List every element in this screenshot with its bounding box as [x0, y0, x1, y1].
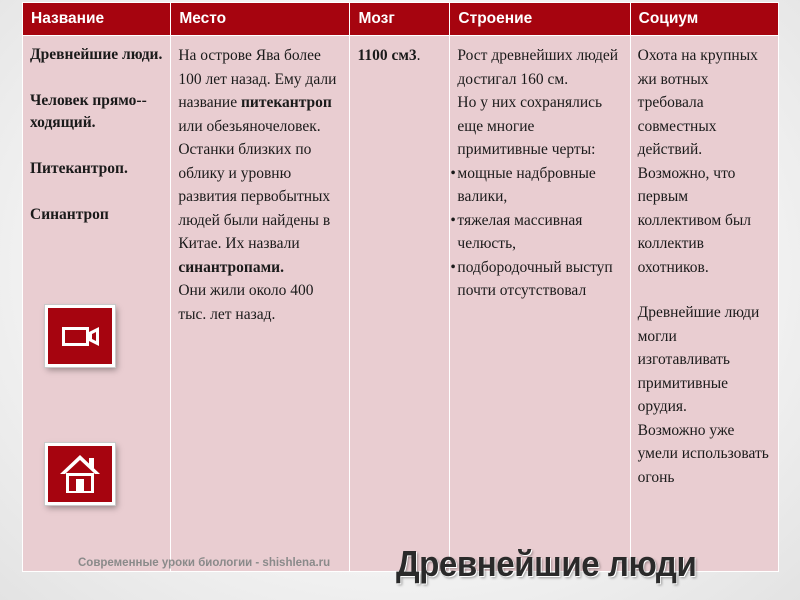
society-text-4: Возможно уже умели использовать огонь — [637, 421, 769, 486]
list-item: • подбородочный выступ почти отсутствовал — [457, 256, 622, 303]
brain-volume: 1100 см3 — [357, 47, 417, 64]
video-camera-icon — [48, 308, 112, 364]
brain-suffix: . — [416, 47, 421, 64]
comparison-table — [22, 2, 779, 572]
header-society: Социум — [630, 3, 778, 36]
footer-source: Современные уроки биологии - shishlena.ru — [78, 557, 331, 569]
structure-intro-2: Но у них сохранялись еще многие примитивные черты: — [457, 94, 603, 158]
table-row — [23, 36, 779, 572]
home-icon — [48, 446, 112, 502]
cell-structure — [450, 36, 630, 572]
place-text-2: Останки близких по облику и уровню развития первобытных людей были найдены в Китае. Их назвали — [178, 141, 331, 252]
home-button[interactable] — [45, 443, 115, 505]
header-name: Название — [23, 3, 171, 36]
name-pithecanthropus: Питекантроп. — [30, 160, 128, 177]
structure-intro: Рост древнейших людей достигал 160 см. — [457, 47, 619, 88]
table-header-row — [23, 3, 779, 36]
cell-brain — [350, 36, 450, 572]
header-place: Место — [171, 3, 350, 36]
name-sinanthropus: Синантроп — [30, 206, 109, 223]
name-homo-erectus: Человек прямо--ходящий. — [30, 92, 147, 131]
society-text-2: Возможно, что первым коллективом был коллектив охотников. — [637, 164, 752, 276]
header-structure: Строение — [450, 3, 630, 36]
slide-title: Древнейшие люди — [396, 543, 697, 584]
place-text-1-end: или обезьяночеловек. — [178, 117, 321, 135]
cell-society — [630, 36, 778, 572]
list-item: • мощные надбровные валики, — [457, 162, 622, 209]
place-text-1: На острове Ява более 100 лет назад. Ему дали название — [178, 47, 337, 111]
place-text-3: Они жили около 400 тыс. лет назад. — [178, 282, 314, 323]
place-bold-2: синантропами. — [178, 258, 284, 276]
cell-place — [171, 36, 350, 572]
society-text-3: Древнейшие люди могли изготавливать примитивные орудия. — [637, 304, 760, 415]
video-button[interactable] — [45, 305, 115, 367]
list-item: • тяжелая массивная челюсть, — [457, 209, 622, 256]
place-bold-1: питекантроп — [240, 94, 332, 111]
header-brain: Мозг — [350, 3, 450, 36]
society-gap — [638, 279, 771, 301]
society-text-1: Охота на крупных жи вотных требовала совместных действий. — [637, 47, 758, 158]
structure-list — [457, 162, 622, 303]
name-ancient-people: Древнейшие люди. — [30, 46, 163, 63]
